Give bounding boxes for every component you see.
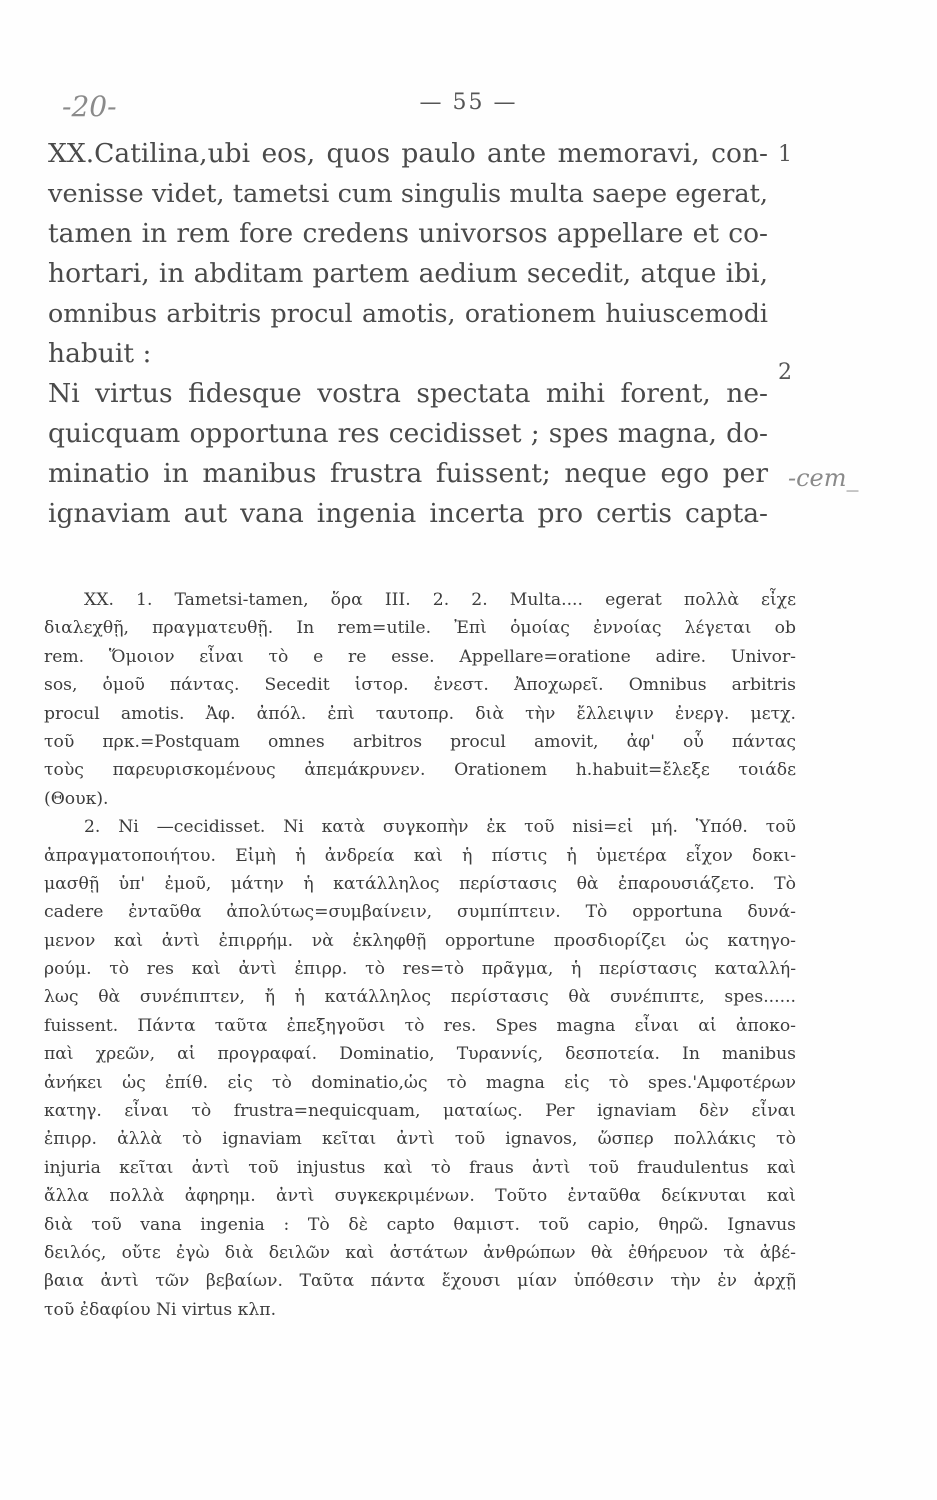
- note-line: (Θουκ).: [44, 788, 109, 809]
- text-line: venisse videt, tametsi cum singulis multa saepe egerat,: [48, 179, 768, 209]
- note-line: XX. 1. Tametsi-tamen, ὅρα III. 2. 2. Multa.... egerat πολλὰ εἶχε: [84, 590, 796, 610]
- note-line: rem. Ὅμοιον εἶναι τὸ e re esse. Appellare=oratione adire. Univor-: [44, 646, 796, 667]
- note-line: ἄλλα πολλὰ ἀφηρημ. ἀντὶ συγκεκριμένων. Τοῦτο ἐνταῦθα δείκνυται καὶ: [44, 1186, 796, 1207]
- text-line: hortari, in abditam partem aedium secedit, atque ibi,: [48, 258, 768, 289]
- note-line: διὰ τοῦ vana ingenia : Τὸ δὲ capto θαμιστ. τοῦ capio, θηρῶ. Ignavus: [44, 1214, 796, 1235]
- page-number: — 55 —: [419, 90, 518, 115]
- text-line: Ni virtus fidesque vostra spectata mihi forent, ne-: [48, 378, 768, 409]
- note-line: procul amotis. Ἀφ. ἀπόλ. ἐπὶ ταυτοπρ. διὰ τὴν ἔλλειψιν ἐνεργ. μετχ.: [44, 703, 796, 724]
- note-line: 2. Ni —cecidisset. Ni κατὰ συγκοπὴν ἐκ τοῦ nisi=εἰ μή. Ὑπόθ. τοῦ: [84, 817, 796, 838]
- text-line: tamen in rem fore credens univorsos appellare et co-: [48, 218, 768, 249]
- text-line: minatio in manibus frustra fuissent; neque ego per: [48, 458, 768, 489]
- note-line: βαια ἀντὶ τῶν βεβαίων. Ταῦτα πάντα ἔχουσι μίαν ὑπόθεσιν τὴν ἐν ἀρχῇ: [44, 1271, 796, 1292]
- note-line: παὶ χρεῶν, αἱ προγραφαί. Dominatio, Τυραννίς, δεσποτεία. In manibus: [44, 1044, 796, 1065]
- note-line: ρούμ. τὸ res καὶ ἀντὶ ἐπιρρ. τὸ res=τὸ πρᾶγμα, ἡ περίστασις καταλλή-: [44, 959, 796, 980]
- note-line: ἀπραγματοποιήτου. Εἰμὴ ἡ ἀνδρεία καὶ ἡ πίστις ἡ ὑμετέρα εἶχον δοκι-: [44, 845, 796, 866]
- note-line: κατηγ. εἶναι τὸ frustra=nequicquam, ματαίως. Per ignaviam δὲν εἶναι: [44, 1101, 796, 1122]
- main-latin-text: [48, 134, 768, 534]
- note-line: ἀνήκει ὡς ἐπίθ. εἰς τὸ dominatio,ὡς τὸ magna εἰς τὸ spes.'Αμφοτέρων: [44, 1072, 796, 1093]
- text-line: quicquam opportuna res cecidisset ; spes magna, do-: [48, 418, 768, 449]
- text-line: ignaviam aut vana ingenia incerta pro certis capta-: [48, 498, 768, 529]
- text-line: habuit :: [48, 338, 152, 369]
- note-line: fuissent. Πάντα ταῦτα ἐπεξηγοῦσι τὸ res. Spes magna εἶναι αἱ ἀποκο-: [44, 1015, 796, 1036]
- note-line: δειλός, οὔτε ἐγὼ διὰ δειλῶν καὶ ἀστάτων ἀνθρώπων θὰ ἐθήρευον τὰ ἀβέ-: [44, 1242, 796, 1263]
- handwritten-margin-note: -cem_: [788, 464, 859, 492]
- note-line: injuria κεῖται ἀντὶ τοῦ injustus καὶ τὸ fraus ἀντὶ τοῦ fraudulentus καὶ: [44, 1157, 796, 1178]
- commentary-notes: [44, 586, 796, 1324]
- text-line: omnibus arbitris procul amotis, orationem huiuscemodi: [48, 299, 768, 328]
- note-line: cadere ἐνταῦθα ἀπολύτως=συμβαίνειν, συμπίπτειν. Τὸ opportuna δυνά-: [44, 902, 796, 923]
- note-line: τοῦ πρκ.=Postquam omnes arbitros procul amovit, ἀφ' οὗ πάντας: [44, 731, 796, 752]
- note-line: μασθῇ ὑπ' ἐμοῦ, μάτην ἡ κατάλληλος περίστασις θὰ ἐπαρουσιάζετο. Τὸ: [44, 873, 796, 894]
- text-line: XX.Catilina,ubi eos, quos paulo ante memoravi, con-: [48, 138, 768, 169]
- note-line: τοῦ ἐδαφίου Ni virtus κλπ.: [44, 1299, 277, 1320]
- note-line: μενον καὶ ἀντὶ ἐπιρρήμ. νὰ ἐκληφθῇ opportune προσδιορίζει ὡς κατηγο-: [44, 930, 796, 951]
- margin-section-number: 1: [778, 142, 792, 167]
- note-line: τοὺς παρευρισκομένους ἀπεμάκρυνεν. Orationem h.habuit=ἔλεξε τοιάδε: [44, 760, 796, 781]
- note-line: λως θὰ συνέπιπτεν, ἤ ἡ κατάλληλος περίστασις θὰ συνέπιπτε, spes......: [44, 987, 796, 1008]
- handwritten-page-number: -20-: [62, 90, 117, 123]
- note-line: sos, ὁμοῦ πάντας. Secedit ἱστορ. ἐνεστ. Ἀποχωρεῖ. Omnibus arbitris: [44, 675, 796, 696]
- note-line: ἐπιρρ. ἀλλὰ τὸ ignaviam κεῖται ἀντὶ τοῦ ignavos, ὥσπερ πολλάκις τὸ: [44, 1129, 796, 1150]
- margin-section-number: 2: [778, 360, 792, 385]
- note-line: διαλεχθῇ, πραγματευθῇ. In rem=utile. Ἐπὶ ὁμοίας ἐννοίας λέγεται ob: [44, 618, 796, 639]
